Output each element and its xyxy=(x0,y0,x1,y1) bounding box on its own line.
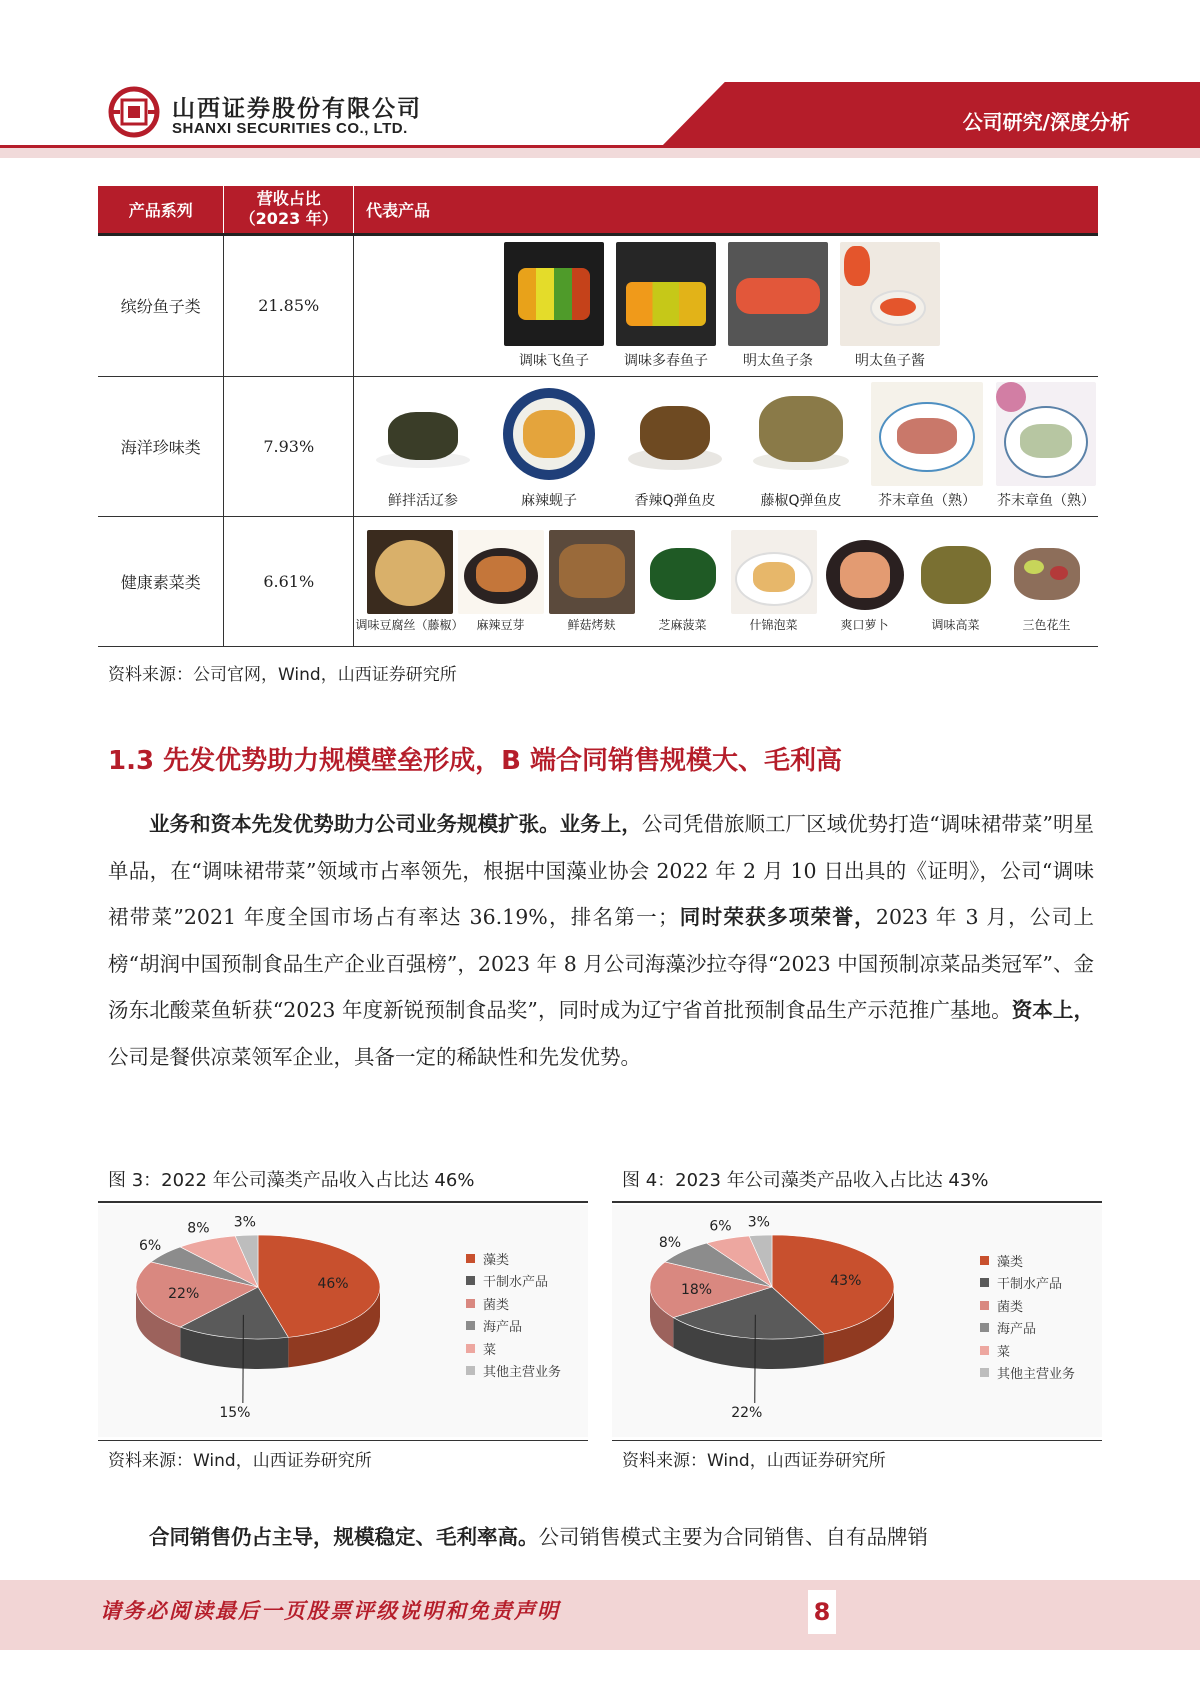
legend-label: 干制水产品 xyxy=(997,1277,1063,1293)
share-cell: 6.61% xyxy=(224,516,354,646)
product-name: 调味豆腐丝（藤椒） xyxy=(355,618,464,632)
product-item xyxy=(355,530,464,632)
company-name-cn: 山西证券股份有限公司 xyxy=(172,96,422,122)
legend-item xyxy=(980,1249,1075,1272)
product-name: 调味飞鱼子 xyxy=(519,352,589,369)
product-name: 麻辣豆芽 xyxy=(476,618,525,632)
share-cell: 7.93% xyxy=(224,376,354,516)
product-name: 明太鱼子条 xyxy=(743,352,813,369)
pie-value-label: 43% xyxy=(830,1272,862,1289)
legend-label: 海产品 xyxy=(997,1322,1037,1338)
legend-item xyxy=(466,1270,561,1293)
product-photo xyxy=(728,242,828,346)
table-row xyxy=(98,376,1098,516)
page-header xyxy=(0,0,1200,160)
fig4-pie-chart xyxy=(612,1205,932,1437)
series-cell: 海洋珍味类 xyxy=(98,376,224,516)
legend-swatch xyxy=(466,1366,475,1375)
para1-bold-2: 同时荣获多项荣誉， xyxy=(678,905,876,929)
product-name: 藤椒Q弹鱼皮 xyxy=(760,493,842,509)
pie-value-label: 8% xyxy=(187,1220,210,1237)
product-item xyxy=(546,530,637,632)
pie-value-label: 22% xyxy=(731,1405,763,1421)
legend-swatch xyxy=(466,1344,475,1353)
product-photo xyxy=(731,530,817,614)
legend-swatch xyxy=(980,1278,989,1287)
pie-value-label: 3% xyxy=(233,1214,256,1231)
product-name: 调味多春鱼子 xyxy=(624,352,708,369)
pie-value-label: 3% xyxy=(747,1214,770,1231)
product-item xyxy=(728,530,819,632)
para2-text-1: 公司销售模式主要为合同销售、自有品牌销 xyxy=(538,1525,928,1549)
legend-swatch xyxy=(466,1299,475,1308)
product-name: 三色花生 xyxy=(1022,618,1071,632)
pie-value-label: 22% xyxy=(168,1286,200,1303)
legend-item xyxy=(980,1294,1075,1317)
product-item xyxy=(637,530,728,632)
product-name: 鲜拌活辽参 xyxy=(388,493,458,509)
header-share-line2: （2023 年） xyxy=(239,209,338,229)
pie-value-label: 46% xyxy=(317,1275,349,1292)
fig4-source: 资料来源：Wind，山西证券研究所 xyxy=(622,1451,886,1471)
product-name: 芝麻菠菜 xyxy=(658,618,707,632)
para2-bold-1: 合同销售仍占主导，规模稳定、毛利率高。 xyxy=(149,1525,539,1549)
table-header-row xyxy=(98,186,1098,234)
product-name: 爽口萝卜 xyxy=(840,618,889,632)
products-cell xyxy=(354,234,1099,376)
product-item xyxy=(502,242,606,370)
fig3-chart-area xyxy=(98,1205,588,1437)
para1-bold-3: 资本上， xyxy=(1011,998,1094,1022)
table-source: 资料来源：公司官网，Wind，山西证券研究所 xyxy=(108,665,457,685)
product-photo xyxy=(913,530,999,614)
para1-text-2: 2023 年 3 月，公司上榜“胡润中国预制食品生产企业百强榜”，2023 年 8 月公司海藻沙拉夺得“2023 中国预制凉菜品类冠军”、金汤东北酸菜鱼斩获“2023 年度新锐预制食品奖”，同时成为辽宁省首批预制食品生产示范推广基地。 xyxy=(108,905,1095,1022)
legend-label: 藻类 xyxy=(483,1252,510,1268)
legend-label: 菌类 xyxy=(997,1299,1024,1315)
product-photo xyxy=(822,530,908,614)
legend-label: 干制水产品 xyxy=(483,1275,549,1291)
product-name: 麻辣蚬子 xyxy=(521,493,577,509)
legend-item xyxy=(466,1292,561,1315)
disclaimer-notice: 请务必阅读最后一页股票评级说明和免责声明 xyxy=(100,1598,560,1623)
product-item xyxy=(726,242,830,370)
product-item xyxy=(994,382,1098,510)
legend-swatch xyxy=(980,1301,989,1310)
product-item xyxy=(868,382,986,510)
legend-label: 其他主营业务 xyxy=(483,1365,562,1381)
legend-swatch xyxy=(980,1368,989,1377)
fig3-source: 资料来源：Wind，山西证券研究所 xyxy=(108,1451,372,1471)
legend-swatch xyxy=(980,1346,989,1355)
product-name: 香辣Q弹鱼皮 xyxy=(634,493,716,509)
product-photo xyxy=(367,530,453,614)
fig4-title: 图 4：2023 年公司藻类产品收入占比达 43% xyxy=(622,1170,989,1191)
series-cell: 健康素菜类 xyxy=(98,516,224,646)
legend-item xyxy=(980,1339,1075,1362)
product-name: 什锦泡菜 xyxy=(749,618,798,632)
product-name: 芥末章鱼（熟） xyxy=(997,493,1095,509)
legend-swatch xyxy=(980,1323,989,1332)
company-name-en: SHANXI SECURITIES CO., LTD. xyxy=(172,120,408,137)
page-number: 8 xyxy=(808,1590,836,1634)
legend-item xyxy=(466,1315,561,1338)
company-logo-icon xyxy=(108,86,160,138)
legend-label: 其他主营业务 xyxy=(997,1367,1076,1383)
report-type-tag: 公司研究/深度分析 xyxy=(962,110,1130,134)
fig4-top-rule xyxy=(612,1201,1102,1203)
fig4-chart-area xyxy=(612,1205,1102,1437)
product-photo xyxy=(504,242,604,346)
fig4-legend xyxy=(980,1249,1075,1384)
product-name: 调味高菜 xyxy=(931,618,980,632)
product-photo xyxy=(549,530,635,614)
share-cell: 21.85% xyxy=(224,234,354,376)
header-products: 代表产品 xyxy=(354,186,1099,234)
product-item xyxy=(910,530,1001,632)
pie-value-label: 6% xyxy=(139,1237,162,1254)
product-name: 明太鱼子酱 xyxy=(855,352,925,369)
product-photo xyxy=(840,242,940,346)
legend-item xyxy=(980,1317,1075,1340)
product-item xyxy=(455,530,546,632)
product-photo xyxy=(871,382,983,486)
legend-item xyxy=(466,1247,561,1270)
product-photo xyxy=(640,530,726,614)
legend-label: 海产品 xyxy=(483,1320,523,1336)
fig4-bottom-rule xyxy=(612,1440,1102,1441)
pie-value-label: 8% xyxy=(658,1234,682,1251)
product-item xyxy=(1001,530,1092,632)
product-photo xyxy=(996,382,1096,486)
header-pink-band xyxy=(0,148,1200,158)
header-share xyxy=(224,186,354,234)
para1-text-1: 公司凭借旅顺工厂区域优势打造“调味裙带菜”明星单品，在“调味裙带菜”领域市占率领先，根据中国藻业协会 2022 年 2 月 10 日出具的《证明》，公司“调味裙带菜”2021 年度全国市场占有率达 36.19%，排名第一； xyxy=(108,812,1095,929)
pie-value-label: 15% xyxy=(219,1405,251,1421)
product-photo xyxy=(497,382,601,486)
fig3-bottom-rule xyxy=(98,1440,588,1441)
series-cell: 缤纷鱼子类 xyxy=(98,234,224,376)
product-photo xyxy=(616,242,716,346)
legend-label: 菌类 xyxy=(483,1297,510,1313)
product-item xyxy=(819,530,910,632)
legend-label: 菜 xyxy=(997,1344,1011,1360)
legend-swatch xyxy=(980,1256,989,1265)
pie-value-label: 6% xyxy=(709,1218,732,1235)
product-photo xyxy=(747,382,855,486)
fig3-legend xyxy=(466,1247,561,1382)
product-photo xyxy=(458,530,544,614)
legend-label: 菜 xyxy=(483,1342,497,1358)
body-paragraph-2 xyxy=(108,1514,1094,1561)
table-row xyxy=(98,234,1098,376)
table-row xyxy=(98,516,1098,646)
product-item xyxy=(838,242,942,370)
product-item xyxy=(614,242,718,370)
products-cell xyxy=(354,376,1099,516)
legend-label: 藻类 xyxy=(997,1254,1024,1270)
product-item xyxy=(742,382,860,510)
legend-item xyxy=(980,1362,1075,1385)
pie-leader-line xyxy=(755,1315,756,1403)
product-photo xyxy=(622,382,728,486)
product-photo xyxy=(368,382,478,486)
header-share-line1: 营收占比 xyxy=(256,189,321,209)
legend-swatch xyxy=(466,1254,475,1263)
legend-item xyxy=(980,1272,1075,1295)
legend-swatch xyxy=(466,1276,475,1285)
product-name: 芥末章鱼（熟） xyxy=(878,493,976,509)
legend-swatch xyxy=(466,1321,475,1330)
product-item xyxy=(364,382,482,510)
product-item xyxy=(490,382,608,510)
section-title: 1.3 先发优势助力规模壁垒形成，B 端合同销售规模大、毛利高 xyxy=(108,746,842,776)
para1-bold-1: 业务和资本先发优势助力公司业务规模扩张。业务上， xyxy=(149,812,642,836)
product-name: 鲜菇烤麸 xyxy=(567,618,616,632)
header-series: 产品系列 xyxy=(98,186,224,234)
products-cell xyxy=(354,516,1099,646)
fig3-pie-chart xyxy=(98,1205,418,1437)
pie-value-label: 18% xyxy=(680,1282,713,1299)
body-paragraph-1 xyxy=(108,801,1094,1080)
legend-item xyxy=(466,1360,561,1383)
legend-item xyxy=(466,1337,561,1360)
para1-text-3: 公司是餐供凉菜领军企业，具备一定的稀缺性和先发优势。 xyxy=(108,1044,641,1069)
fig3-top-rule xyxy=(98,1201,588,1203)
product-series-table xyxy=(98,186,1098,647)
product-photo xyxy=(1004,530,1090,614)
fig3-title: 图 3：2022 年公司藻类产品收入占比达 46% xyxy=(108,1170,475,1191)
product-item xyxy=(616,382,734,510)
